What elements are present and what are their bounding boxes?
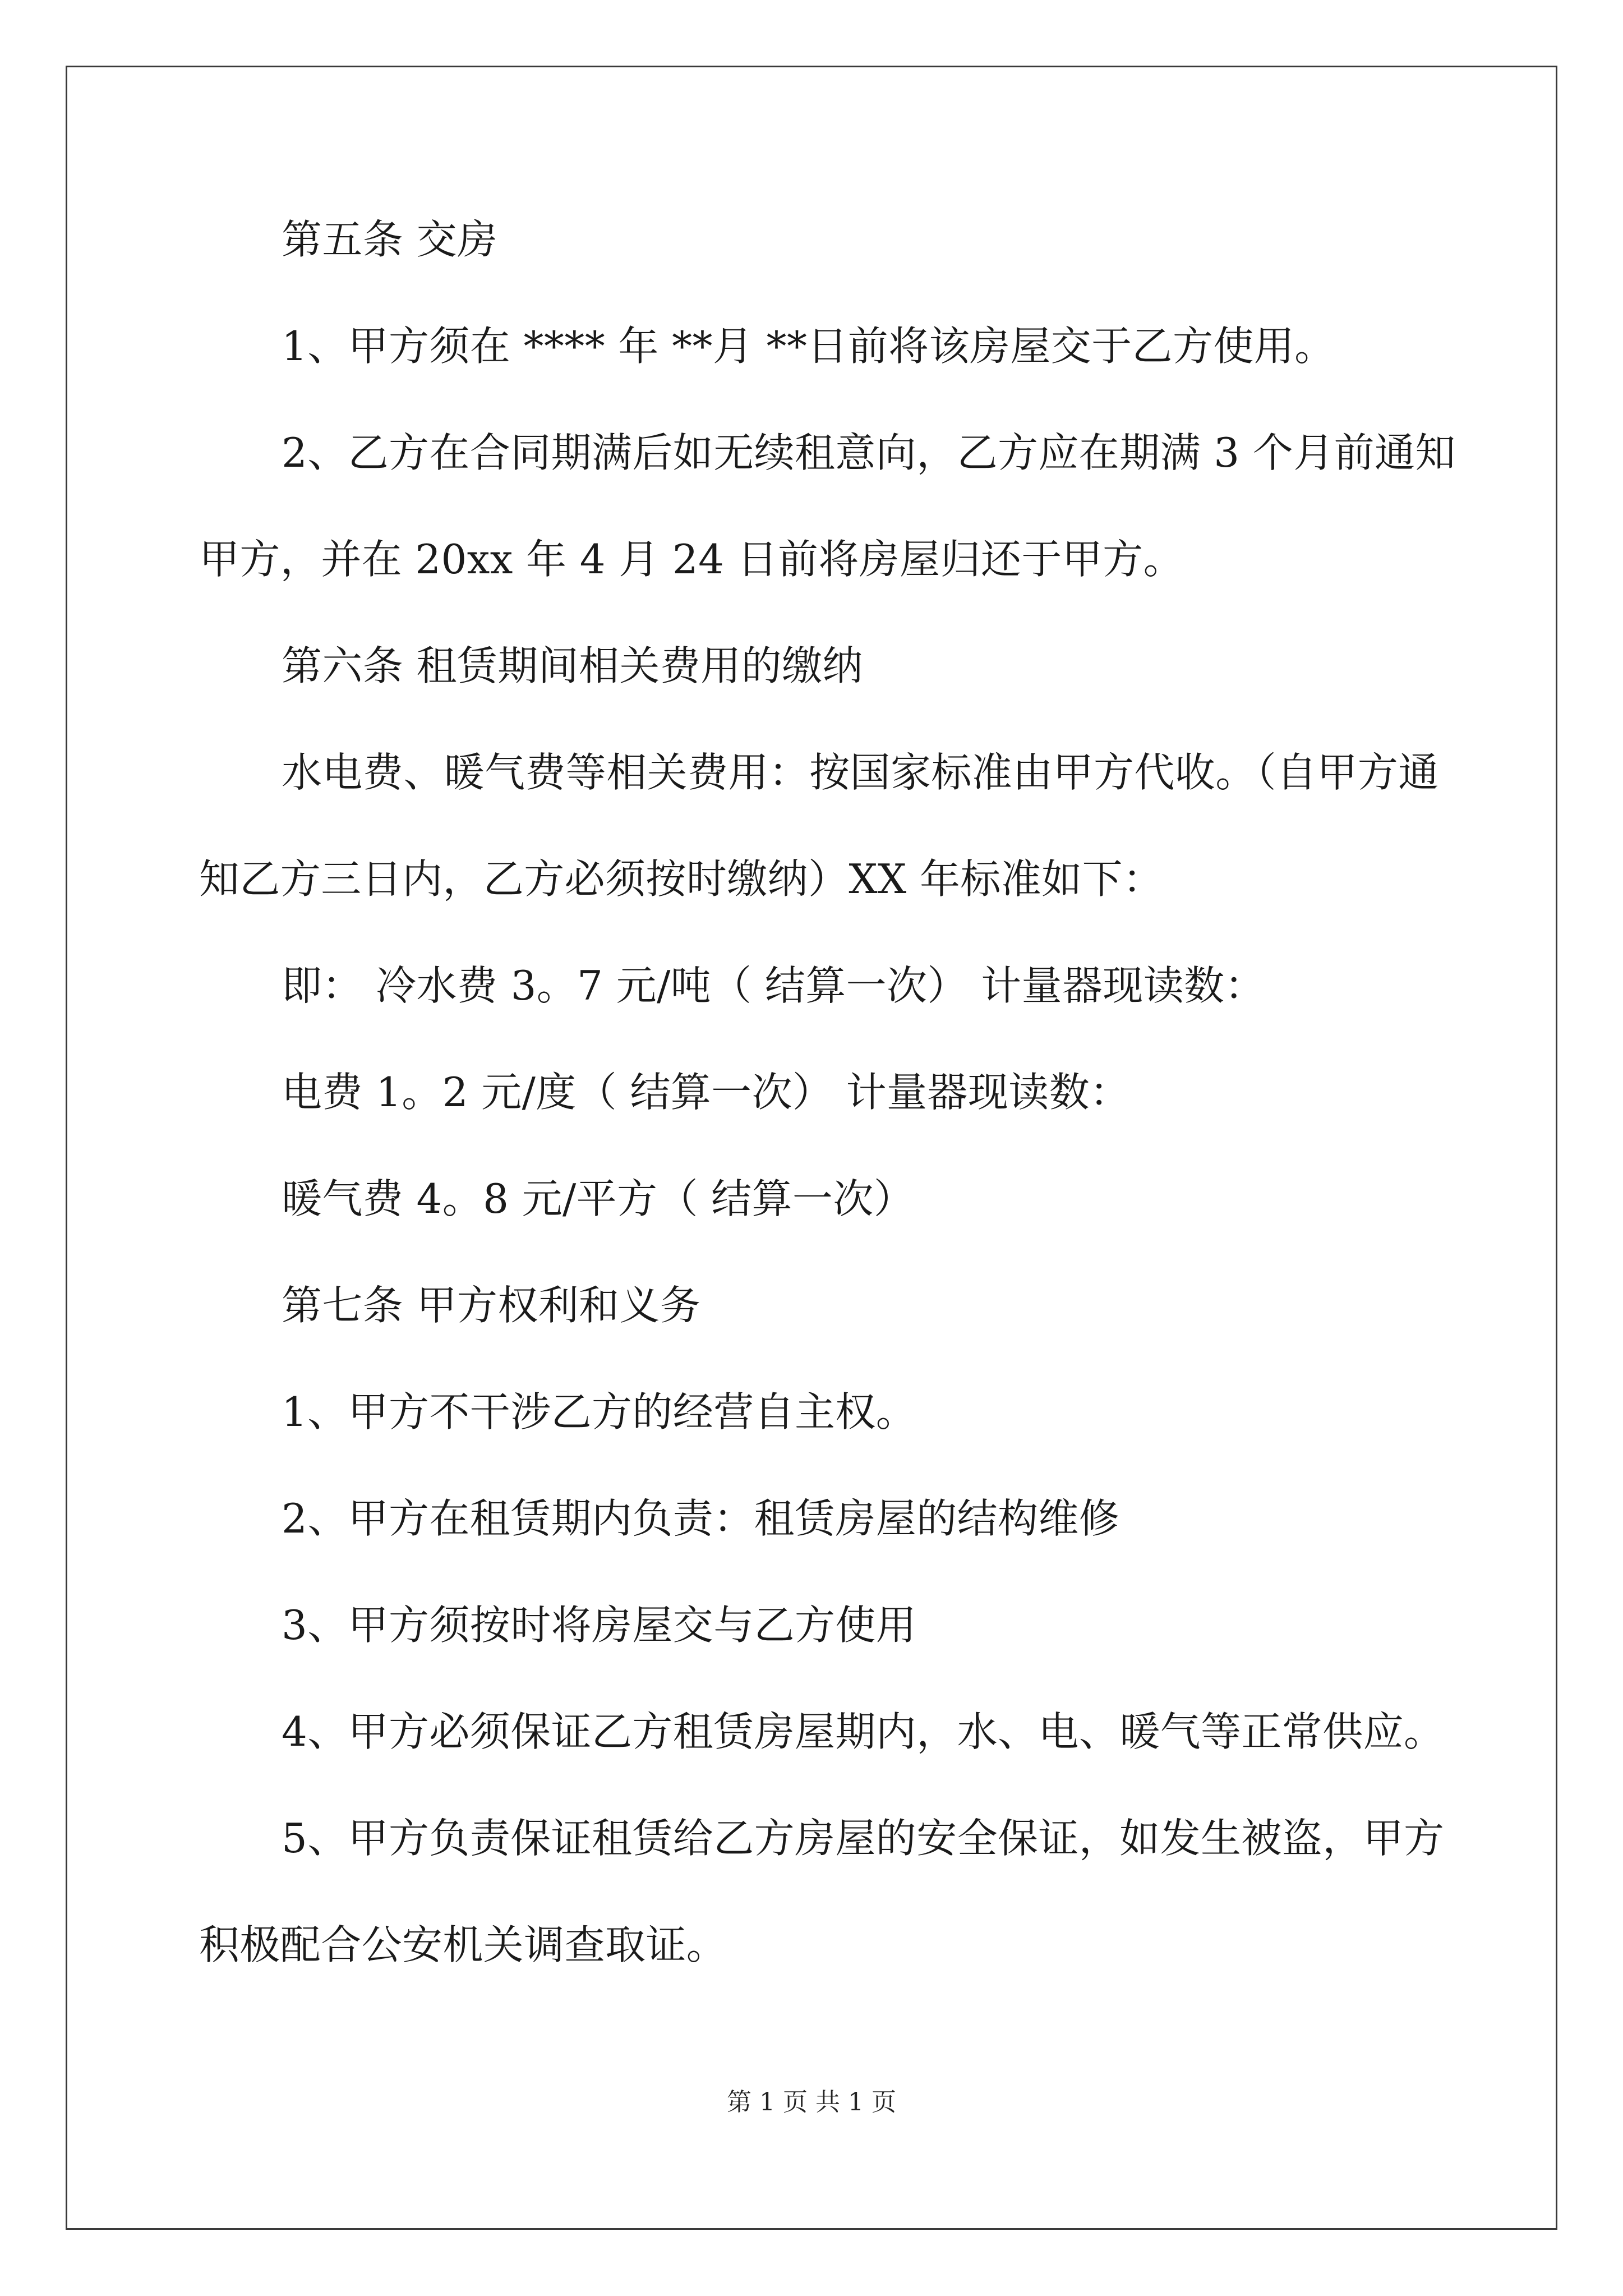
paragraph: 2、甲方在租赁期内负责：租赁房屋的结构维修 <box>282 1495 1120 1542</box>
paragraph: 5、甲方负责保证租赁给乙方房屋的安全保证，如发生被盗，甲方 <box>282 1815 1445 1862</box>
fee-line-water: 即： 冷水费 3。7 元/吨（ 结算一次） 计量器现读数： <box>282 962 1265 1009</box>
paragraph-continuation: 甲方，并在 20xx 年 4 月 24 日前将房屋归还于甲方。 <box>199 536 1184 583</box>
paragraph: 1、甲方不干涉乙方的经营自主权。 <box>282 1388 917 1435</box>
paragraph: 1、甲方须在 **** 年 **月 **日前将该房屋交于乙方使用。 <box>282 323 1335 370</box>
paragraph: 4、甲方必须保证乙方租赁房屋期内，水、电、暖气等正常供应。 <box>282 1708 1445 1755</box>
page-number-footer: 第 1 页 共 1 页 <box>727 2088 896 2116</box>
paragraph: 水电费、暖气费等相关费用：按国家标准由甲方代收。（自甲方通 <box>282 749 1439 796</box>
paragraph-continuation: 积极配合公安机关调查取证。 <box>199 1921 727 1968</box>
paragraph: 2、乙方在合同期满后如无续租意向，乙方应在期满 3 个月前通知 <box>282 429 1456 476</box>
fee-line-heating: 暖气费 4。8 元/平方（ 结算一次） <box>282 1175 915 1222</box>
paragraph-continuation: 知乙方三日内，乙方必须按时缴纳）XX 年标准如下： <box>199 855 1164 903</box>
article-5-heading: 第五条 交房 <box>282 216 498 263</box>
article-6-heading: 第六条 租赁期间相关费用的缴纳 <box>282 642 863 689</box>
fee-line-electricity: 电费 1。2 元/度（ 结算一次） 计量器现读数： <box>282 1069 1131 1116</box>
article-7-heading: 第七条 甲方权利和义务 <box>282 1282 701 1329</box>
page-border <box>66 66 1557 2230</box>
paragraph: 3、甲方须按时将房屋交与乙方使用 <box>282 1602 917 1649</box>
